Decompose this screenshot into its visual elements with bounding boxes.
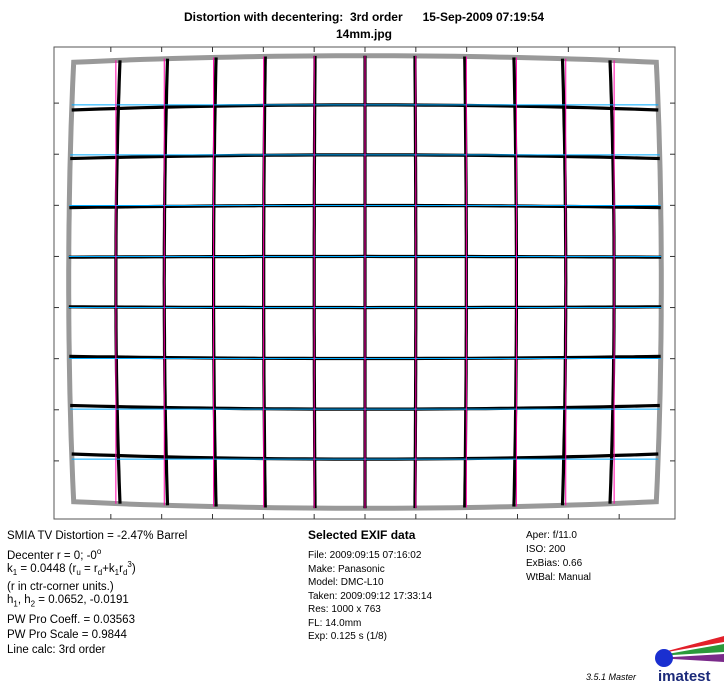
camera-label: ExBias: bbox=[526, 558, 563, 569]
camera-value: 200 bbox=[548, 544, 566, 555]
exif-row bbox=[308, 604, 381, 615]
grid-line-vertical bbox=[610, 60, 614, 503]
grid-line-vertical bbox=[116, 60, 120, 503]
h-coefficients bbox=[7, 594, 129, 608]
h-sub1: 1 bbox=[13, 599, 18, 609]
formula-d: d bbox=[97, 568, 103, 578]
formula-eq: = r bbox=[80, 562, 98, 575]
chart-filename: 14mm.jpg bbox=[335, 27, 392, 41]
k1-formula bbox=[7, 560, 136, 577]
k1-value: = 0.0448 (r bbox=[17, 562, 77, 575]
camera-value: 0.66 bbox=[562, 558, 583, 569]
exif-row bbox=[308, 564, 385, 575]
exif-value: 14.0mm bbox=[325, 617, 362, 629]
camera-row bbox=[526, 572, 591, 583]
h-sub2: 2 bbox=[30, 599, 36, 609]
version-label: 3.5.1 Master bbox=[586, 672, 637, 682]
exif-label: File: bbox=[308, 550, 330, 561]
k1-label: k bbox=[7, 562, 13, 575]
degree-sup: o bbox=[96, 547, 102, 556]
formula-plus: +k bbox=[102, 562, 115, 575]
formula-close: ) bbox=[131, 562, 136, 575]
camera-row bbox=[526, 544, 565, 555]
exif-label: Exp: bbox=[308, 631, 331, 642]
chart-title: Distortion with decentering: 3rd order 15-Sep-2009 07:19:54 bbox=[183, 10, 545, 24]
formula-3: 3 bbox=[127, 560, 132, 569]
logo-ball bbox=[655, 649, 673, 667]
exif-label: Make: bbox=[308, 563, 339, 575]
exif-row bbox=[308, 591, 432, 602]
exif-row bbox=[308, 631, 387, 642]
smia-distortion: SMIA TV Distortion = -2.47% Barrel bbox=[7, 530, 188, 542]
h-value: = 0.0652, -0.0191 bbox=[35, 594, 129, 606]
formula-r: r bbox=[119, 562, 123, 575]
camera-row bbox=[526, 530, 577, 541]
exif-label: FL: bbox=[308, 617, 326, 629]
exif-heading: Selected EXIF data bbox=[308, 528, 416, 542]
pw-pro-scale: PW Pro Scale = 0.9844 bbox=[7, 629, 127, 641]
decenter-text: Decenter r = 0; -0 bbox=[7, 549, 97, 562]
formula-d2: d bbox=[122, 568, 128, 578]
formula-1: 1 bbox=[114, 568, 120, 578]
h-comma: , h bbox=[17, 594, 31, 606]
exif-value: DMC-L10 bbox=[340, 577, 384, 588]
camera-label: Aper: bbox=[526, 530, 553, 541]
k1-sub: 1 bbox=[12, 568, 18, 578]
formula-u: u bbox=[76, 568, 81, 578]
exif-label: Res: bbox=[308, 604, 332, 615]
exif-label: Model: bbox=[308, 577, 341, 588]
exif-value: 2009:09:15 07:16:02 bbox=[329, 550, 422, 561]
exif-row bbox=[308, 577, 384, 588]
camera-label: WtBal: bbox=[526, 572, 559, 583]
brand-name: imatest bbox=[658, 668, 711, 685]
units-note: (r in ctr-corner units.) bbox=[7, 581, 114, 593]
exif-row bbox=[308, 618, 361, 629]
camera-value: f/11.0 bbox=[552, 530, 577, 541]
pw-pro-coeff: PW Pro Coeff. = 0.03563 bbox=[7, 614, 135, 626]
exif-row bbox=[308, 550, 421, 561]
camera-row bbox=[526, 558, 582, 569]
camera-value: Manual bbox=[558, 572, 592, 583]
exif-label: Taken: bbox=[308, 590, 341, 602]
exif-value: 2009:09:12 17:33:14 bbox=[340, 590, 433, 602]
exif-value: 0.125 s (1/8) bbox=[330, 631, 387, 642]
h-label: h bbox=[7, 594, 14, 606]
line-calc: Line calc: 3rd order bbox=[7, 644, 106, 656]
exif-value: 1000 x 763 bbox=[331, 604, 381, 615]
exif-value: Panasonic bbox=[338, 563, 385, 575]
camera-label: ISO: bbox=[526, 544, 549, 555]
